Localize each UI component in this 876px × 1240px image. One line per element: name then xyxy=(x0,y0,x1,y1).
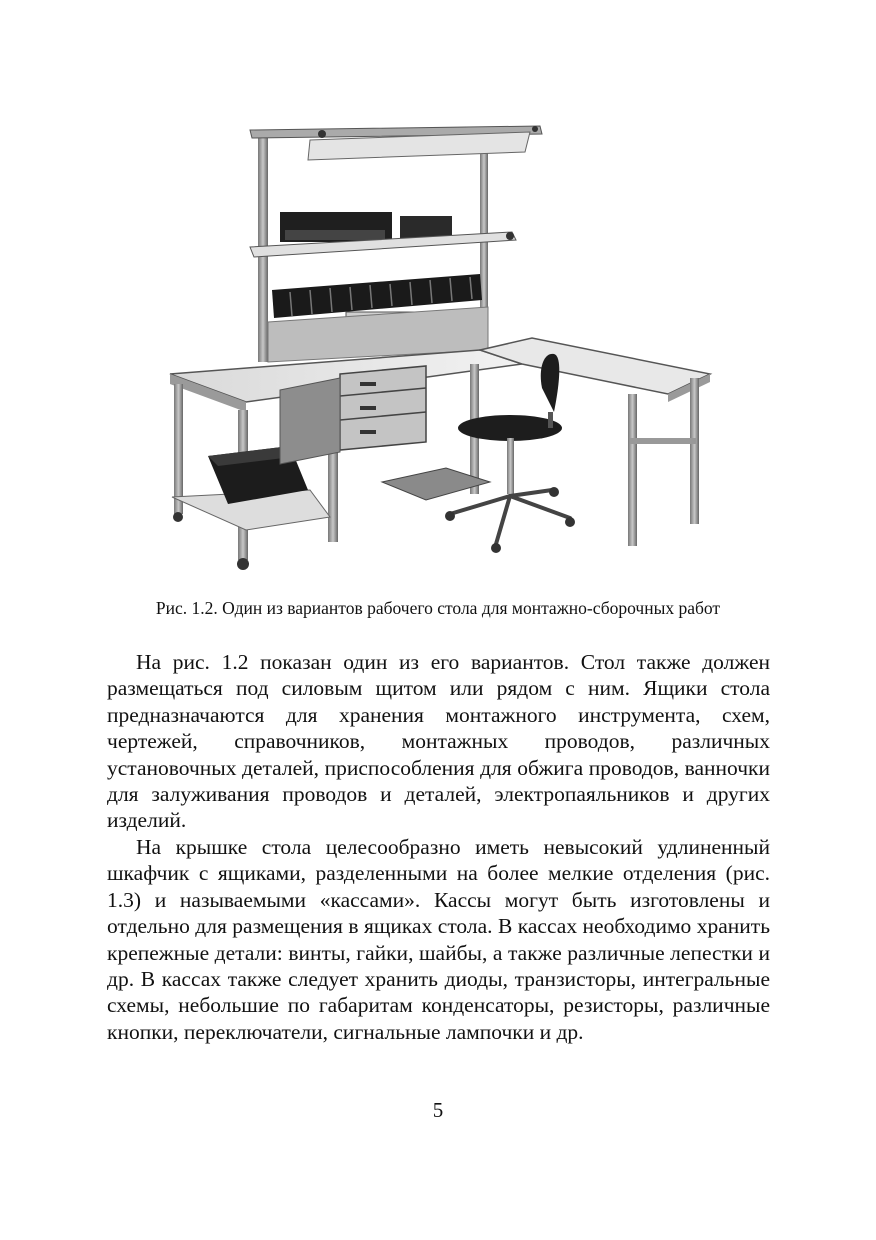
workbench-figure xyxy=(150,112,730,572)
page-number: 5 xyxy=(432,1098,444,1122)
paragraph-1: На рис. 1.2 показан один из его вариантов. Стол также должен размещаться под силовым щитом или рядом с ним. Ящики стола предназначаются для хранения монтажного инструмента, схем, чертежей, справочников, монтажных проводов, различных установочных деталей, приспособления для обжига проводов, ванночки для залуживания проводов и деталей, электропаяльников и других изделий. xyxy=(107,650,770,833)
figure-caption: Рис. 1.2. Один из вариантов рабочего стола для монтажно-сборочных работ xyxy=(155,598,721,618)
workbench-illustration xyxy=(150,112,730,572)
paragraph-2: На крышке стола целесообразно иметь невысокий удлиненный шкафчик с ящиками, разделенными на более мелкие отделения (рис. 1.3) и называемыми «кассами». Кассы могут быть изготовлены и отдельно для размещения в ящиках стола. В кассах необходимо хранить крепежные детали: винты, гайки, шайбы, а также различные лепестки и др. В кассах также следует хранить диоды, транзисторы, интегральные схемы, небольшие по габаритам конденсаторы, резисторы, различные кнопки, переключатели, сигнальные лампочки и др. xyxy=(107,835,770,1044)
